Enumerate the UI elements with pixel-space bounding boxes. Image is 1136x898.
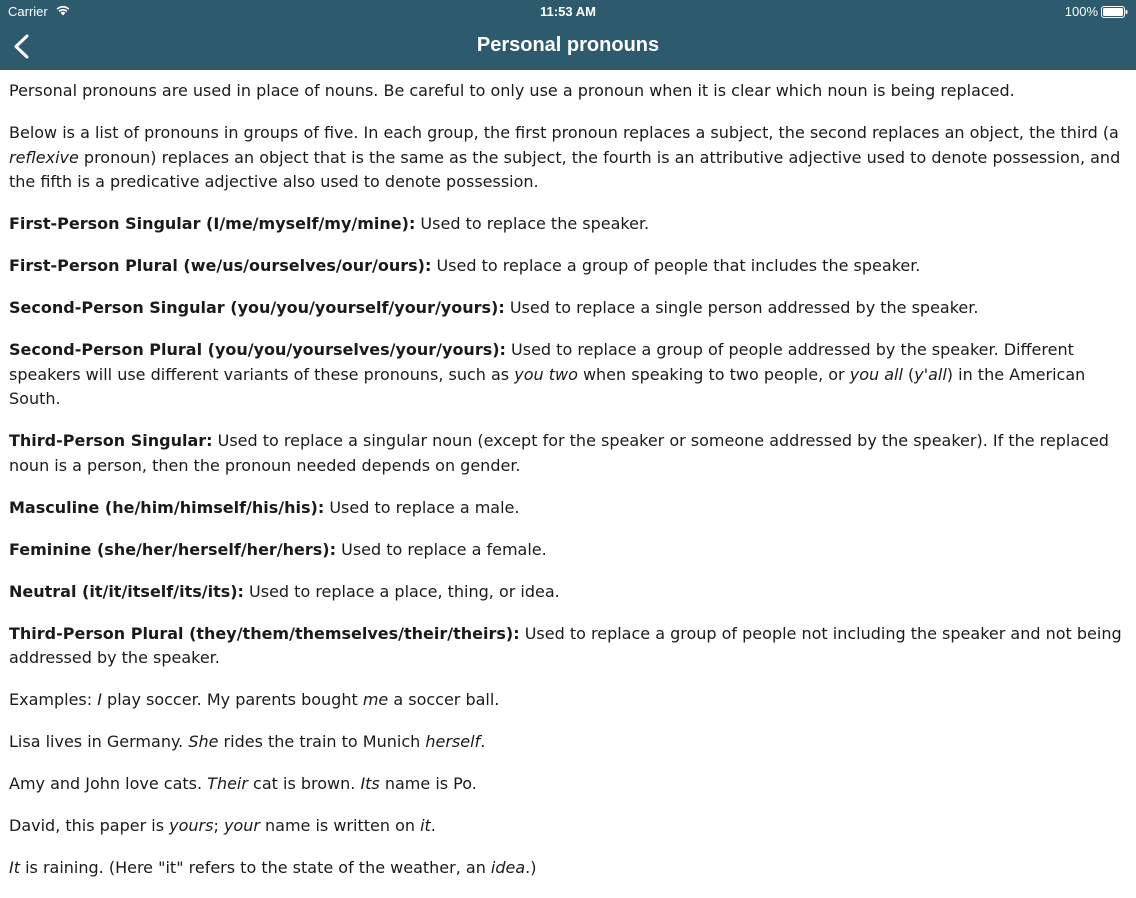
example-2-text-2: rides the train to Munich — [218, 732, 426, 751]
example-2-italic-2: herself — [425, 732, 481, 751]
example-3-text-2: cat is brown. — [247, 774, 361, 793]
paragraph-example-2 — [9, 730, 1127, 755]
example-4-text-4: . — [430, 816, 436, 835]
second-plural-italic-2: you all — [849, 364, 903, 384]
paragraph-second-singular — [9, 296, 1127, 321]
intro-text: Personal pronouns are used in place of nouns. Be careful to only use a pronoun when it is clear which noun is being replaced. — [9, 81, 1015, 100]
second-plural-text-2: when speaking to two people, or — [577, 364, 850, 384]
example-1-italic: I — [97, 690, 102, 709]
masculine-label: Masculine (he/him/himself/his/his): — [9, 497, 325, 517]
paragraph-third-singular — [9, 429, 1127, 478]
third-plural-label: Third-Person Plural (they/them/themselves/their/theirs): — [9, 623, 520, 643]
example-5-text: is raining. (Here "it" refers to the state of the weather, an — [20, 858, 491, 877]
page-title: Personal pronouns — [476, 34, 660, 56]
neutral-label: Neutral (it/it/itself/its/its): — [9, 581, 244, 601]
example-2-italic: She — [188, 732, 219, 751]
navigation-bar — [0, 23, 1136, 70]
second-plural-text-4: ) in the American South. — [9, 364, 1086, 408]
example-5-italic-2: idea — [490, 858, 526, 877]
paragraph-third-plural — [9, 622, 1127, 671]
paragraph-first-plural — [9, 254, 1127, 279]
status-bar — [0, 0, 1136, 23]
battery-icon — [1101, 6, 1128, 21]
list-intro-text: Below is a list of pronouns in groups of five. In each group, the first pronoun replaces a subject, the second replaces an object, the third (a — [9, 123, 1119, 142]
paragraph-second-plural — [9, 338, 1127, 412]
paragraph-list-intro — [9, 121, 1127, 195]
example-5-text-2: .) — [525, 858, 537, 877]
paragraph-example-4 — [9, 814, 1127, 839]
example-3-italic-2: Its — [360, 774, 380, 793]
example-2-text-3: . — [480, 732, 486, 751]
second-singular-label: Second-Person Singular (you/you/yourself/your/yours): — [9, 298, 505, 317]
paragraph-example-5 — [9, 856, 1127, 881]
example-3-text-3: name is Po. — [379, 774, 477, 793]
example-4-text-3: name is written on — [259, 816, 421, 835]
example-4-text-2: ; — [213, 816, 224, 835]
third-plural-text: Used to replace a group of people not including the speaker and not being addressed by the speaker. — [9, 623, 1122, 667]
paragraph-example-1 — [9, 688, 1127, 713]
first-plural-text: Used to replace a group of people that includes the speaker. — [431, 256, 921, 275]
second-plural-text-3: ( — [902, 364, 915, 384]
first-plural-label: First-Person Plural (we/us/ourselves/our/ours): — [9, 256, 432, 275]
second-singular-text: Used to replace a single person addressed by the speaker. — [504, 298, 979, 317]
paragraph-neutral — [9, 580, 1127, 605]
example-2-text: Lisa lives in Germany. — [9, 732, 189, 751]
second-plural-text: Used to replace a group of people addressed by the speaker. Different speakers will use different variants of these pronouns, such as — [9, 340, 1074, 384]
example-1-text-3: a soccer ball. — [388, 690, 500, 709]
article-body — [9, 70, 1127, 898]
example-4-text: David, this paper is — [9, 816, 170, 835]
third-singular-text: Used to replace a singular noun (except for the speaker or someone addressed by the speaker). If the replaced noun is a person, then the pronoun needed depends on gender. — [9, 431, 1109, 475]
paragraph-masculine — [9, 496, 1127, 521]
battery-percent: 100% — [1064, 4, 1098, 19]
masculine-text: Used to replace a male. — [324, 497, 520, 517]
example-3-italic: Their — [207, 774, 248, 793]
second-plural-italic-1: you two — [514, 364, 578, 384]
list-intro-italic: reflexive — [9, 147, 79, 167]
example-3-text: Amy and John love cats. — [9, 774, 208, 793]
neutral-text: Used to replace a place, thing, or idea. — [243, 581, 560, 601]
feminine-text: Used to replace a female. — [336, 539, 547, 559]
paragraph-first-singular — [9, 212, 1127, 237]
paragraph-feminine — [9, 538, 1127, 563]
example-1-italic-2: me — [362, 690, 389, 709]
clock: 11:53 AM — [540, 4, 596, 19]
carrier-label: Carrier — [8, 4, 48, 19]
first-singular-label: First-Person Singular (I/me/myself/my/mine): — [9, 214, 416, 233]
first-singular-text: Used to replace the speaker. — [415, 214, 650, 233]
example-5-italic: It — [9, 858, 20, 877]
paragraph-intro — [9, 79, 1127, 104]
second-plural-italic-3: y'all — [914, 364, 947, 384]
example-4-italic-3: it — [420, 816, 431, 835]
second-plural-label: Second-Person Plural (you/you/yourselves/your/yours): — [9, 340, 506, 359]
example-1-text-2: play soccer. My parents bought — [101, 690, 363, 709]
example-4-italic: yours — [169, 816, 214, 835]
example-4-italic-2: your — [223, 816, 260, 835]
third-singular-label: Third-Person Singular: — [9, 431, 213, 450]
paragraph-example-3 — [9, 772, 1127, 797]
example-1-text: Examples: — [9, 690, 98, 709]
feminine-label: Feminine (she/her/herself/her/hers): — [9, 539, 337, 559]
list-intro-text-2: pronoun) replaces an object that is the same as the subject, the fourth is an attributive adjective used to denote possession, and the fifth is a predicative adjective also used to denote possession. — [9, 147, 1121, 191]
